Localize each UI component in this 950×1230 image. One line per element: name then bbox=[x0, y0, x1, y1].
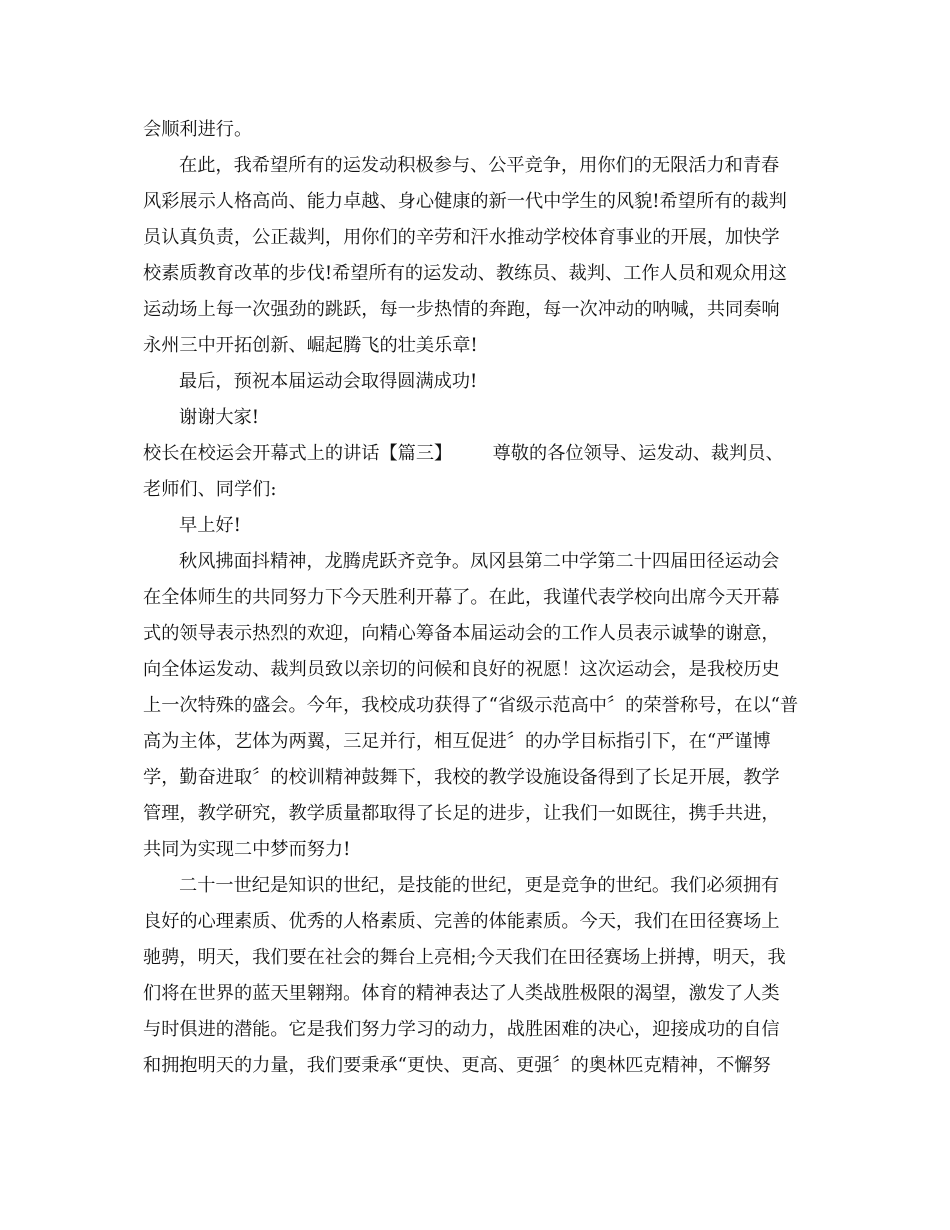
text-line: 向全体运发动、裁判员致以亲切的问候和良好的祝愿！这次运动会，是我校历史 bbox=[143, 659, 780, 680]
text-line: 运动场上每一次强劲的跳跃，每一步热情的奔跑，每一次冲动的呐喊，共同奏响 bbox=[143, 299, 780, 320]
text-line: 和拥抱明天的力量，我们要秉承“更快、更高、更强〞的奥林匹克精神，不懈努 bbox=[143, 1055, 771, 1076]
text-line: 在此，我希望所有的运发动积极参与、公平竞争，用你们的无限活力和青春 bbox=[179, 155, 780, 176]
text-line: 驰骋，明天，我们要在社会的舞台上亮相;今天我们在田径赛场上拼搏，明天，我 bbox=[143, 947, 786, 968]
text-line: 最后，预祝本届运动会取得圆满成功! bbox=[179, 371, 478, 392]
text-line: 谢谢大家! bbox=[179, 407, 260, 428]
text-line: 永州三中开拓创新、崛起腾飞的壮美乐章! bbox=[143, 335, 478, 356]
text-line: 在全体师生的共同努力下今天胜利开幕了。在此，我谨代表学校向出席今天开幕 bbox=[143, 587, 780, 608]
text-line: 早上好! bbox=[179, 515, 241, 536]
text-line: 秋风拂面抖精神，龙腾虎跃齐竞争。凤冈县第二中学第二十四届田径运动会 bbox=[179, 551, 780, 572]
text-line: 校素质教育改革的步伐!希望所有的运发动、教练员、裁判、工作人员和观众用这 bbox=[143, 263, 787, 284]
text-line: 高为主体，艺体为两翼，三足并行，相互促进〞的办学目标指引下，在“严谨博 bbox=[143, 731, 771, 752]
text-line: 上一次特殊的盛会。今年，我校成功获得了“省级示范高中〞的荣誉称号，在以“普 bbox=[143, 695, 799, 716]
text-line: 学，勤奋进取〞的校训精神鼓舞下，我校的教学设施设备得到了长足开展，教学 bbox=[143, 767, 780, 788]
text-line: 二十一世纪是知识的世纪，是技能的世纪，更是竞争的世纪。我们必须拥有 bbox=[179, 875, 780, 896]
text-line: 们将在世界的蓝天里翱翔。体育的精神表达了人类战胜极限的渴望，激发了人类 bbox=[143, 983, 780, 1004]
text-line: 会顺利进行。 bbox=[143, 119, 253, 140]
text-line: 管理，教学研究，教学质量都取得了长足的进步，让我们一如既往，携手共进， bbox=[143, 803, 780, 824]
text-line: 与时俱进的潜能。它是我们努力学习的动力，战胜困难的决心，迎接成功的自信 bbox=[143, 1019, 780, 1040]
text-line: 风彩展示人格高尚、能力卓越、身心健康的新一代中学生的风貌!希望所有的裁判 bbox=[143, 191, 787, 212]
text-line: 老师们、同学们: bbox=[143, 479, 277, 500]
text-line: 式的领导表示热烈的欢迎，向精心筹备本届运动会的工作人员表示诚挚的谢意， bbox=[143, 623, 780, 644]
section-heading-line: 校长在校运会开幕式上的讲话【篇三】 尊敬的各位领导、运发动、裁判员、 bbox=[143, 443, 784, 464]
text-line: 良好的心理素质、优秀的人格素质、完善的体能素质。今天，我们在田径赛场上 bbox=[143, 911, 780, 932]
text-line: 员认真负责，公正裁判，用你们的辛劳和汗水推动学校体育事业的开展，加快学 bbox=[143, 227, 780, 248]
text-line: 共同为实现二中梦而努力! bbox=[143, 839, 351, 860]
